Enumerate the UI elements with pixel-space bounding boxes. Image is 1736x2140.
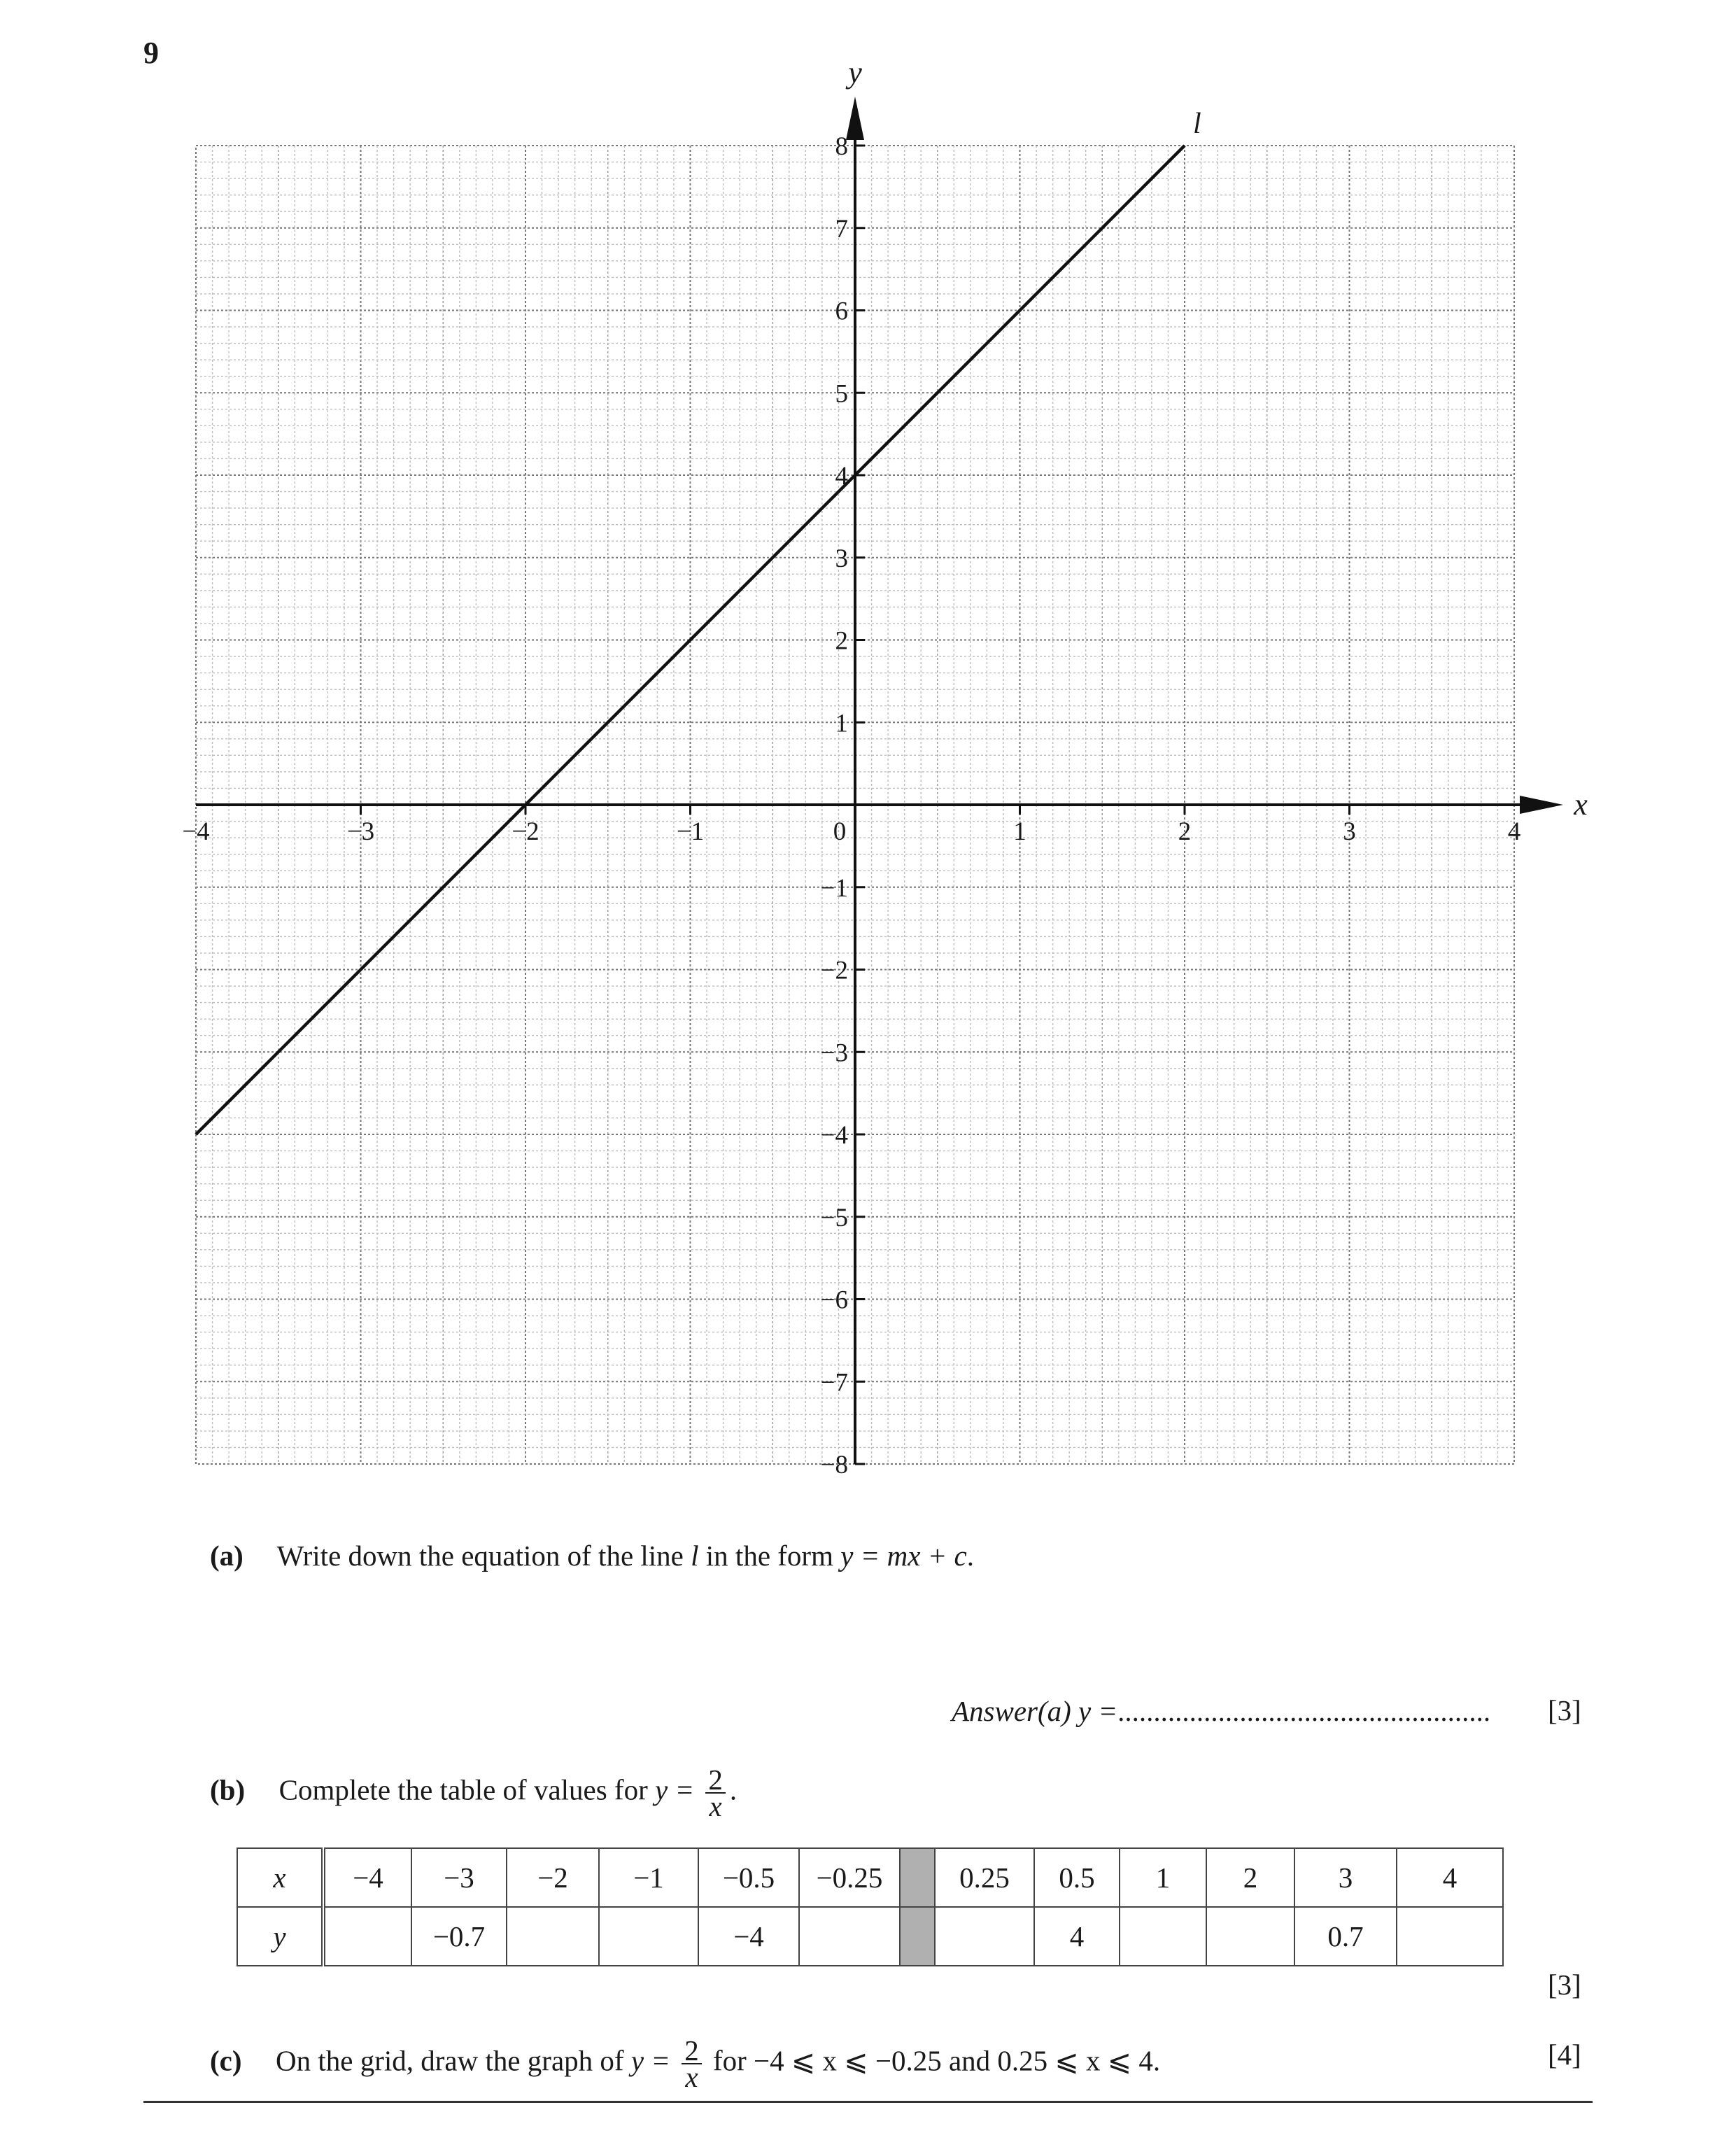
table-cell-y: −0.7	[411, 1907, 507, 1966]
y-tick-label: 1	[835, 709, 848, 738]
x-tick-label: 1	[1013, 817, 1026, 846]
part-a-label: (a)	[210, 1540, 244, 1572]
part-b-text: Complete the table of values for	[278, 1773, 648, 1806]
part-a-answer-label: Answer(a) y =	[952, 1695, 1118, 1727]
x-tick-label: −3	[346, 817, 375, 846]
x-tick-label: −1	[676, 817, 705, 846]
part-c-label: (c)	[210, 2044, 242, 2077]
x-tick-label: −4	[182, 817, 210, 846]
table-cell-y[interactable]	[1206, 1907, 1294, 1966]
part-c-fraction	[682, 2034, 702, 2093]
y-tick-label: −8	[820, 1451, 848, 1479]
question-number: 9	[143, 36, 159, 70]
table-cell-y: −4	[698, 1907, 799, 1966]
table-cell-y[interactable]	[935, 1907, 1034, 1966]
part-a-text: Write down the equation of the line	[276, 1540, 684, 1572]
table-cell-y[interactable]	[323, 1907, 411, 1966]
x-tick-label: 2	[1178, 817, 1192, 846]
part-b-frac-num: 2	[705, 1767, 726, 1794]
table-cell-x: 4	[1397, 1848, 1503, 1907]
y-axis-label: y	[848, 55, 862, 90]
table-cell-shaded	[900, 1848, 935, 1907]
table-cell-x: −4	[323, 1848, 411, 1907]
y-tick-label: −3	[820, 1039, 848, 1068]
table-cell-y[interactable]	[599, 1907, 698, 1966]
line-l-label: l	[1193, 108, 1201, 140]
part-c-frac-den: x	[685, 2061, 698, 2093]
table-cell-x: 2	[1206, 1848, 1294, 1907]
table-row-x	[237, 1848, 1503, 1907]
part-a-text-mid: in the form	[705, 1540, 833, 1572]
table-cell-x: 1	[1120, 1848, 1206, 1907]
bottom-rule	[143, 2101, 1593, 2103]
table-cell-x: −1	[599, 1848, 698, 1907]
values-table	[237, 1847, 1504, 1966]
y-tick-label: −1	[820, 873, 848, 903]
part-a-answer-dots[interactable]: ....................................................	[1117, 1695, 1491, 1727]
y-tick-label: 4	[835, 462, 848, 491]
part-a-marks: [3]	[1548, 1694, 1581, 1726]
x-tick-label: −2	[511, 817, 539, 846]
y-axis-arrow	[846, 97, 864, 140]
part-b-fraction	[705, 1764, 726, 1822]
part-a-form: y = mx + c	[840, 1540, 967, 1572]
part-a-question: (a) Write down the equation of the line l in the form y = mx + c.	[210, 1540, 975, 1572]
part-c-frac-num: 2	[682, 2038, 702, 2064]
table-header-x: x	[237, 1848, 323, 1907]
table-cell-x: 0.25	[935, 1848, 1034, 1907]
y-tick-label: −5	[820, 1203, 848, 1232]
y-tick-label: 6	[835, 297, 848, 326]
table-cell-x: −2	[507, 1848, 599, 1907]
table-cell-y[interactable]	[1120, 1907, 1206, 1966]
part-b-question	[210, 1764, 738, 1822]
part-c-eq-lhs: y =	[630, 2044, 670, 2077]
y-tick-label: 8	[835, 132, 848, 161]
table-cell-x: −0.25	[799, 1848, 900, 1907]
table-cell-shaded	[900, 1907, 935, 1966]
table-cell-y[interactable]	[799, 1907, 900, 1966]
table-cell-y[interactable]	[1397, 1907, 1503, 1966]
part-b-eq-lhs: y =	[655, 1773, 695, 1806]
part-b-label: (b)	[210, 1773, 246, 1806]
table-header-y: y	[237, 1907, 323, 1966]
table-cell-x: −3	[411, 1848, 507, 1907]
x-tick-label: 0	[833, 817, 847, 846]
table-cell-y: 0.7	[1294, 1907, 1397, 1966]
table-cell-y[interactable]	[507, 1907, 599, 1966]
y-tick-label: −2	[820, 956, 848, 985]
table-cell-x: 3	[1294, 1848, 1397, 1907]
part-c-range: for −4 ⩽ x ⩽ −0.25 and 0.25 ⩽ x ⩽ 4.	[712, 2044, 1161, 2077]
y-tick-label: −4	[820, 1121, 848, 1150]
x-axis-arrow	[1520, 796, 1563, 814]
table-cell-x: 0.5	[1034, 1848, 1120, 1907]
part-c-text: On the grid, draw the graph of	[276, 2044, 624, 2077]
y-tick-label: 2	[835, 626, 848, 656]
x-tick-label: 4	[1507, 817, 1521, 846]
x-tick-label: 3	[1343, 817, 1356, 846]
y-tick-label: 5	[835, 379, 848, 409]
y-tick-label: −7	[820, 1368, 848, 1398]
part-b-marks: [3]	[1548, 1969, 1581, 2001]
part-b-frac-den: x	[709, 1790, 722, 1822]
part-c-marks: [4]	[1548, 2039, 1581, 2071]
table-cell-x: −0.5	[698, 1848, 799, 1907]
x-axis-label: x	[1574, 787, 1588, 822]
y-tick-label: −6	[820, 1286, 848, 1315]
part-a-answer-line[interactable]	[952, 1694, 1490, 1729]
part-a-line-name: l	[691, 1540, 699, 1572]
part-c-question	[210, 2034, 1161, 2093]
y-tick-label: 7	[835, 214, 848, 244]
table-row-y	[237, 1907, 1503, 1966]
table-cell-y: 4	[1034, 1907, 1120, 1966]
part-b-period: .	[729, 1773, 738, 1806]
y-tick-label: 3	[835, 544, 848, 573]
